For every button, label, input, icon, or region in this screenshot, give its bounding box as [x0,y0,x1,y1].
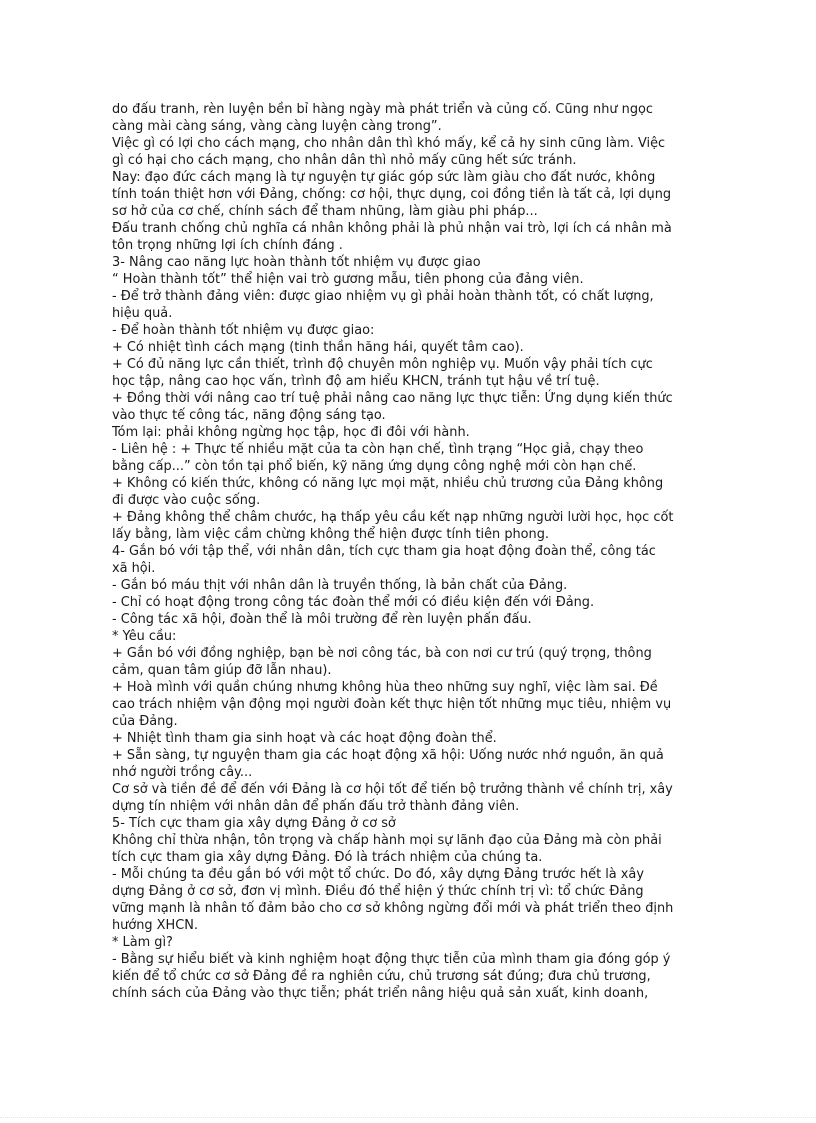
page-bottom-divider [0,1117,816,1118]
text-line: sơ hở của cơ chế, chính sách để tham nhũng, làm giàu phi pháp... [112,204,538,219]
text-line: hiệu quả. [112,306,173,321]
text-line: Cơ sở và tiền đề để đến với Đảng là cơ hội tốt để tiến bộ trưởng thành về chính trị, xây [112,782,673,797]
text-line: 5- Tích cực tham gia xây dựng Đảng ở cơ sở [112,816,396,831]
text-line: “ Hoàn thành tốt” thể hiện vai trò gương mẫu, tiên phong của đảng viên. [112,272,584,287]
text-line: * Yêu cầu: [112,629,177,644]
text-line: + Hoà mình với quần chúng nhưng không hùa theo những suy nghĩ, việc làm sai. Đề [112,680,658,695]
text-line: - Để hoàn thành tốt nhiệm vụ được giao: [112,323,375,338]
text-line: Đấu tranh chống chủ nghĩa cá nhân không phải là phủ nhận vai trò, lợi ích cá nhân mà [112,221,672,236]
text-line: - Công tác xã hội, đoàn thể là môi trường để rèn luyện phấn đấu. [112,612,532,627]
text-line: dựng tín nhiệm với nhân dân để phấn đấu trở thành đảng viên. [112,799,520,814]
text-line: nhớ người trồng cây... [112,765,253,780]
text-line: học tập, nâng cao học vấn, trình độ am hiểu KHCN, tránh tụt hậu về trí tuệ. [112,374,600,389]
text-line: - Mỗi chúng ta đều gắn bó với một tổ chức. Do đó, xây dựng Đảng trước hết là xây [112,867,644,882]
text-line: chính sách của Đảng vào thực tiễn; phát triển nâng hiệu quả sản xuất, kinh doanh, [112,986,649,1001]
text-line: + Sẵn sàng, tự nguyện tham gia các hoạt động xã hội: Uống nước nhớ nguồn, ăn quả [112,748,664,763]
text-line: do đấu tranh, rèn luyện bền bỉ hàng ngày mà phát triển và củng cố. Cũng như ngọc [112,102,653,117]
text-line: xã hội. [112,561,156,576]
text-line: - Gắn bó máu thịt với nhân dân là truyền thống, là bản chất của Đảng. [112,578,568,593]
text-line: tôn trọng những lợi ích chính đáng . [112,238,343,253]
text-line: + Nhiệt tình tham gia sinh hoạt và các hoạt động đoàn thể. [112,731,497,746]
text-line: của Đảng. [112,714,178,729]
text-line: cao trách nhiệm vận động mọi người đoàn kết thực hiện tốt những mục tiêu, nhiệm vụ [112,697,672,712]
text-line: - Chỉ có hoạt động trong công tác đoàn thể mới có điều kiện đến với Đảng. [112,595,595,610]
text-line: + Đồng thời với nâng cao trí tuệ phải nâng cao năng lực thực tiễn: Ứng dụng kiến thức [112,391,673,406]
text-line: Tóm lại: phải không ngừng học tập, học đi đôi với hành. [112,425,470,440]
text-line: + Không có kiến thức, không có năng lực mọi mặt, nhiều chủ trương của Đảng không [112,476,664,491]
text-line: kiến để tổ chức cơ sở Đảng đề ra nghiên cứu, chủ trương sát đúng; đưa chủ trương, [112,969,651,984]
text-line: gì có hại cho cách mạng, cho nhân dân thì nhỏ mấy cũng hết sức tránh. [112,153,577,168]
text-line: dựng Đảng ở cơ sở, đơn vị mình. Điều đó thể hiện ý thức chính trị vì: tổ chức Đảng [112,884,644,899]
text-line: lấy bằng, làm việc cầm chừng không thể hiện được tính tiên phong. [112,527,550,542]
text-line: - Để trở thành đảng viên: được giao nhiệm vụ gì phải hoàn thành tốt, có chất lượng, [112,289,654,304]
text-line: đi được vào cuộc sống. [112,493,261,508]
text-line: hướng XHCN. [112,918,198,933]
text-line: + Đảng không thể châm chước, hạ thấp yêu cầu kết nạp những người lười học, học cốt [112,510,674,525]
text-line: Không chỉ thừa nhận, tôn trọng và chấp hành mọi sự lãnh đạo của Đảng mà còn phải [112,833,662,848]
text-line: - Bằng sự hiểu biết và kinh nghiệm hoạt động thực tiễn của mình tham gia đóng góp ý [112,952,671,967]
text-line: Nay: đạo đức cách mạng là tự nguyện tự giác góp sức làm giàu cho đất nước, không [112,170,656,185]
text-line: cảm, quan tâm giúp đỡ lẫn nhau). [112,663,332,678]
text-line: tính toán thiệt hơn với Đảng, chống: cơ hội, thực dụng, coi đồng tiền là tất cả, lợi dụng [112,187,672,202]
text-line: tích cực tham gia xây dựng Đảng. Đó là trách nhiệm của chúng ta. [112,850,543,865]
text-line: * Làm gì? [112,935,173,950]
text-line: + Có đủ năng lực cần thiết, trình độ chuyên môn nghiệp vụ. Muốn vậy phải tích cực [112,357,653,372]
text-line: Việc gì có lợi cho cách mạng, cho nhân dân thì khó mấy, kể cả hy sinh cũng làm. Việc [112,136,666,151]
text-line: 4- Gắn bó với tập thể, với nhân dân, tích cực tham gia hoạt động đoàn thể, công tác [112,544,656,559]
text-line: 3- Nâng cao năng lực hoàn thành tốt nhiệm vụ được giao [112,255,481,270]
text-line: vào thực tế công tác, năng động sáng tạo. [112,408,386,423]
text-line: + Có nhiệt tình cách mạng (tinh thần hăng hái, quyết tâm cao). [112,340,524,355]
document-body [112,101,710,1002]
text-line: - Liên hệ : + Thực tế nhiều mặt của ta còn hạn chế, tình trạng “Học giả, chạy theo [112,442,644,457]
text-line: bằng cấp...” còn tồn tại phổ biến, kỹ năng ứng dụng công nghệ mới còn hạn chế. [112,459,637,474]
text-line: + Gắn bó với đồng nghiệp, bạn bè nơi công tác, bà con nơi cư trú (quý trọng, thông [112,646,652,661]
text-line: vững mạnh là nhân tố đảm bảo cho cơ sở không ngừng đổi mới và phát triển theo định [112,901,674,916]
text-line: càng mài càng sáng, vàng càng luyện càng trong”. [112,119,442,134]
